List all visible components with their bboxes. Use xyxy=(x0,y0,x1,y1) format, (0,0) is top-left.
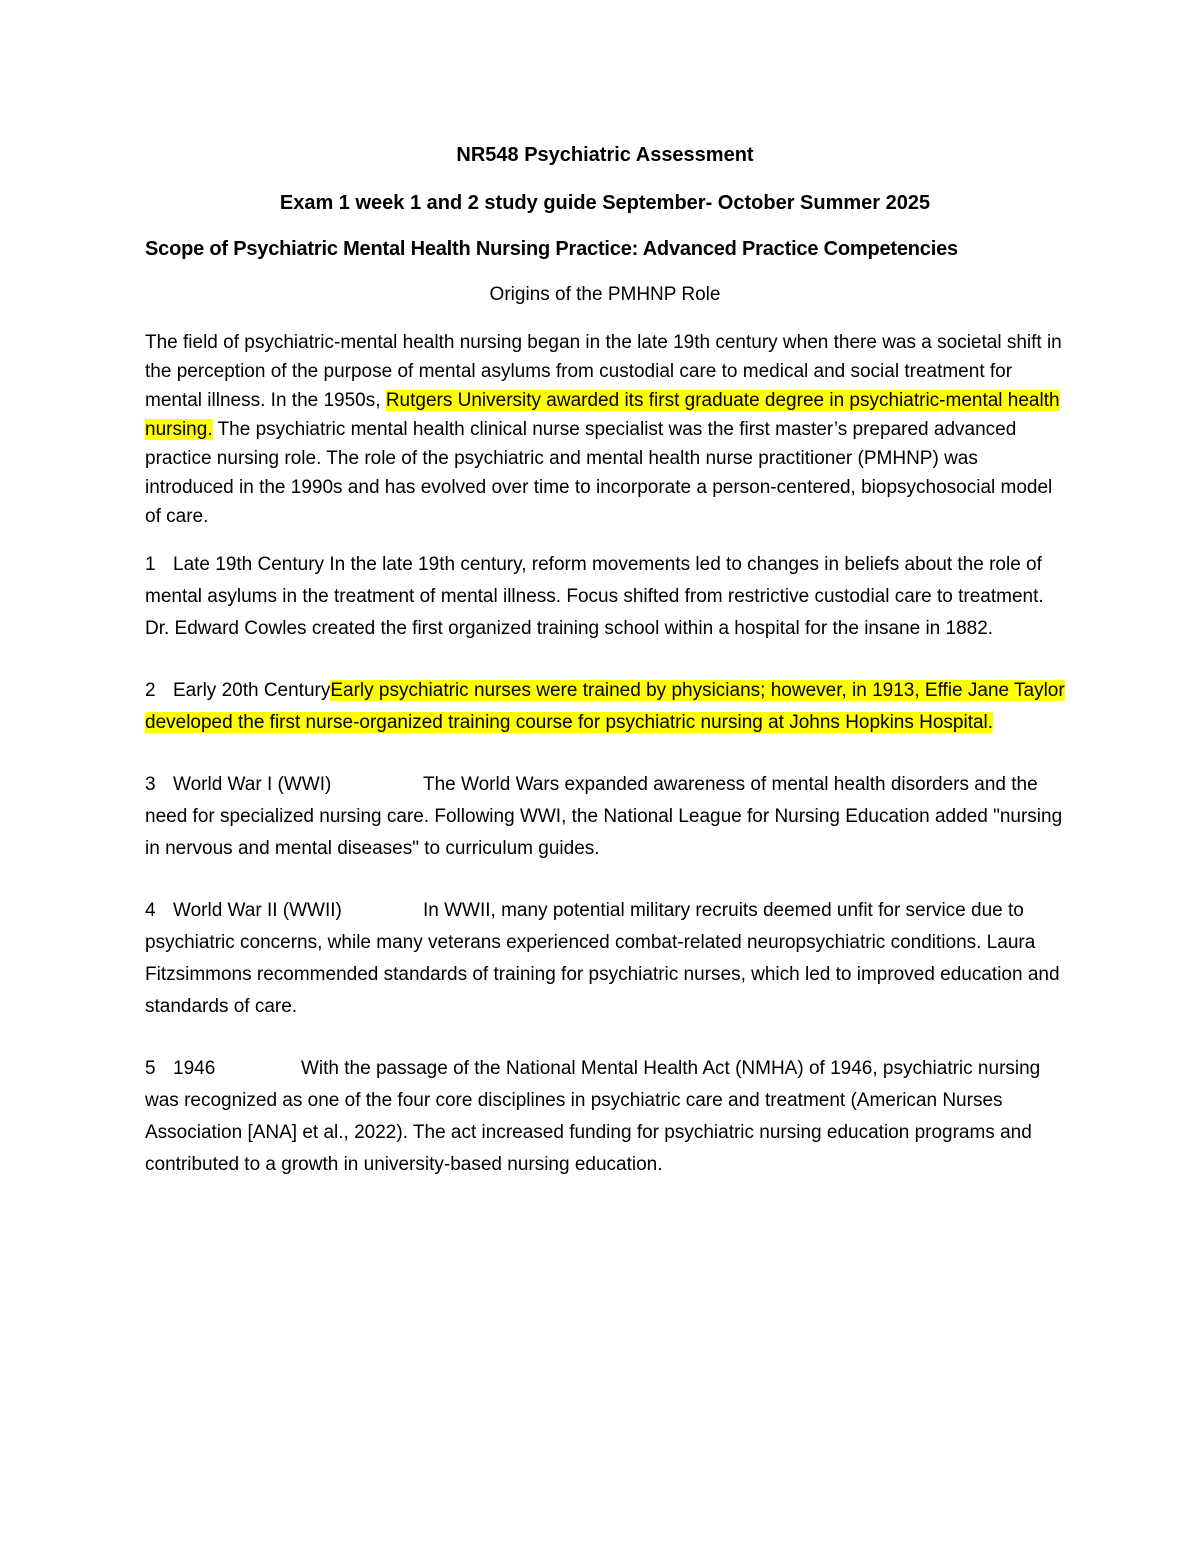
timeline-item-1 xyxy=(145,549,1065,645)
item-number: 4 xyxy=(145,900,156,921)
intro-paragraph xyxy=(145,328,1065,531)
item-number: 1 xyxy=(145,554,156,575)
item-number: 3 xyxy=(145,774,156,795)
item-number: 5 xyxy=(145,1058,156,1079)
timeline-item-5 xyxy=(145,1053,1065,1181)
item-label: 1946 xyxy=(173,1058,216,1079)
item-text: With the passage of the National Mental Health Act (NMHA) of 1946, psychiatric nursing was recognized as one of the four core disciplines in psychiatric care and treatment (American Nurses Association [ANA] et al., 2022). The act increased funding for psychiatric nursing education programs and contributed to a growth in university-based nursing education. xyxy=(145,1058,1041,1175)
intro-text-part2: The psychiatric mental health clinical nurse specialist was the first master’s prepared advanced practice nursing role. The role of the psychiatric and mental health nurse practitioner (PMHNP) was introduced in the 1990s and has evolved over time to incorporate a person-centered, biopsychosocial model of care. xyxy=(145,419,1053,527)
item-text: In WWII, many potential military recruits deemed unfit for service due to psychiatric concerns, while many veterans experienced combat-related neuropsychiatric conditions. Laura Fitzsimmons recommended standards of training for psychiatric nurses, which led to improved education and standards of care. xyxy=(145,900,1060,1017)
intro-highlight: Rutgers University awarded its first graduate degree in psychiatric-mental health nursing. xyxy=(145,390,1060,440)
section-heading: Scope of Psychiatric Mental Health Nursing Practice: Advanced Practice Competencies xyxy=(145,238,958,260)
topic-heading: Origins of the PMHNP Role xyxy=(489,284,721,305)
item-label: World War II (WWII) xyxy=(173,900,342,921)
item-label: Late 19th Century xyxy=(173,554,325,575)
intro-text-part1: The field of psychiatric-mental health nursing began in the late 19th century when there was a societal shift in the perception of the purpose of mental asylums from custodial care to medical and social treatment for mental illness. In the 1950s, xyxy=(145,332,1062,411)
item-label: Early 20th Century xyxy=(173,680,331,701)
timeline-item-2 xyxy=(145,675,1065,739)
item-label: World War I (WWI) xyxy=(173,774,332,795)
item-text: In the late 19th century, reform movements led to changes in beliefs about the role of mental asylums in the treatment of mental illness. Focus shifted from restrictive custodial care to treatment. Dr. Edward Cowles created the first organized training school within a hospital for the insane in 1882. xyxy=(145,554,1044,639)
exam-subtitle: Exam 1 week 1 and 2 study guide September- October Summer 2025 xyxy=(279,192,931,214)
item-text: The World Wars expanded awareness of mental health disorders and the need for specialized nursing care. Following WWI, the National League for Nursing Education added "nursing in nervous and mental diseases" to curriculum guides. xyxy=(145,774,1063,859)
document-content xyxy=(145,140,1065,1211)
document-title: NR548 Psychiatric Assessment xyxy=(456,144,754,166)
timeline-item-4 xyxy=(145,895,1065,1023)
item-highlight: Early psychiatric nurses were trained by physicians; however, in 1913, Effie Jane Taylor developed the first nurse-organized training course for psychiatric nursing at Johns Hopkins Hospital. xyxy=(145,680,1065,733)
timeline-item-3 xyxy=(145,769,1065,865)
item-number: 2 xyxy=(145,680,156,701)
